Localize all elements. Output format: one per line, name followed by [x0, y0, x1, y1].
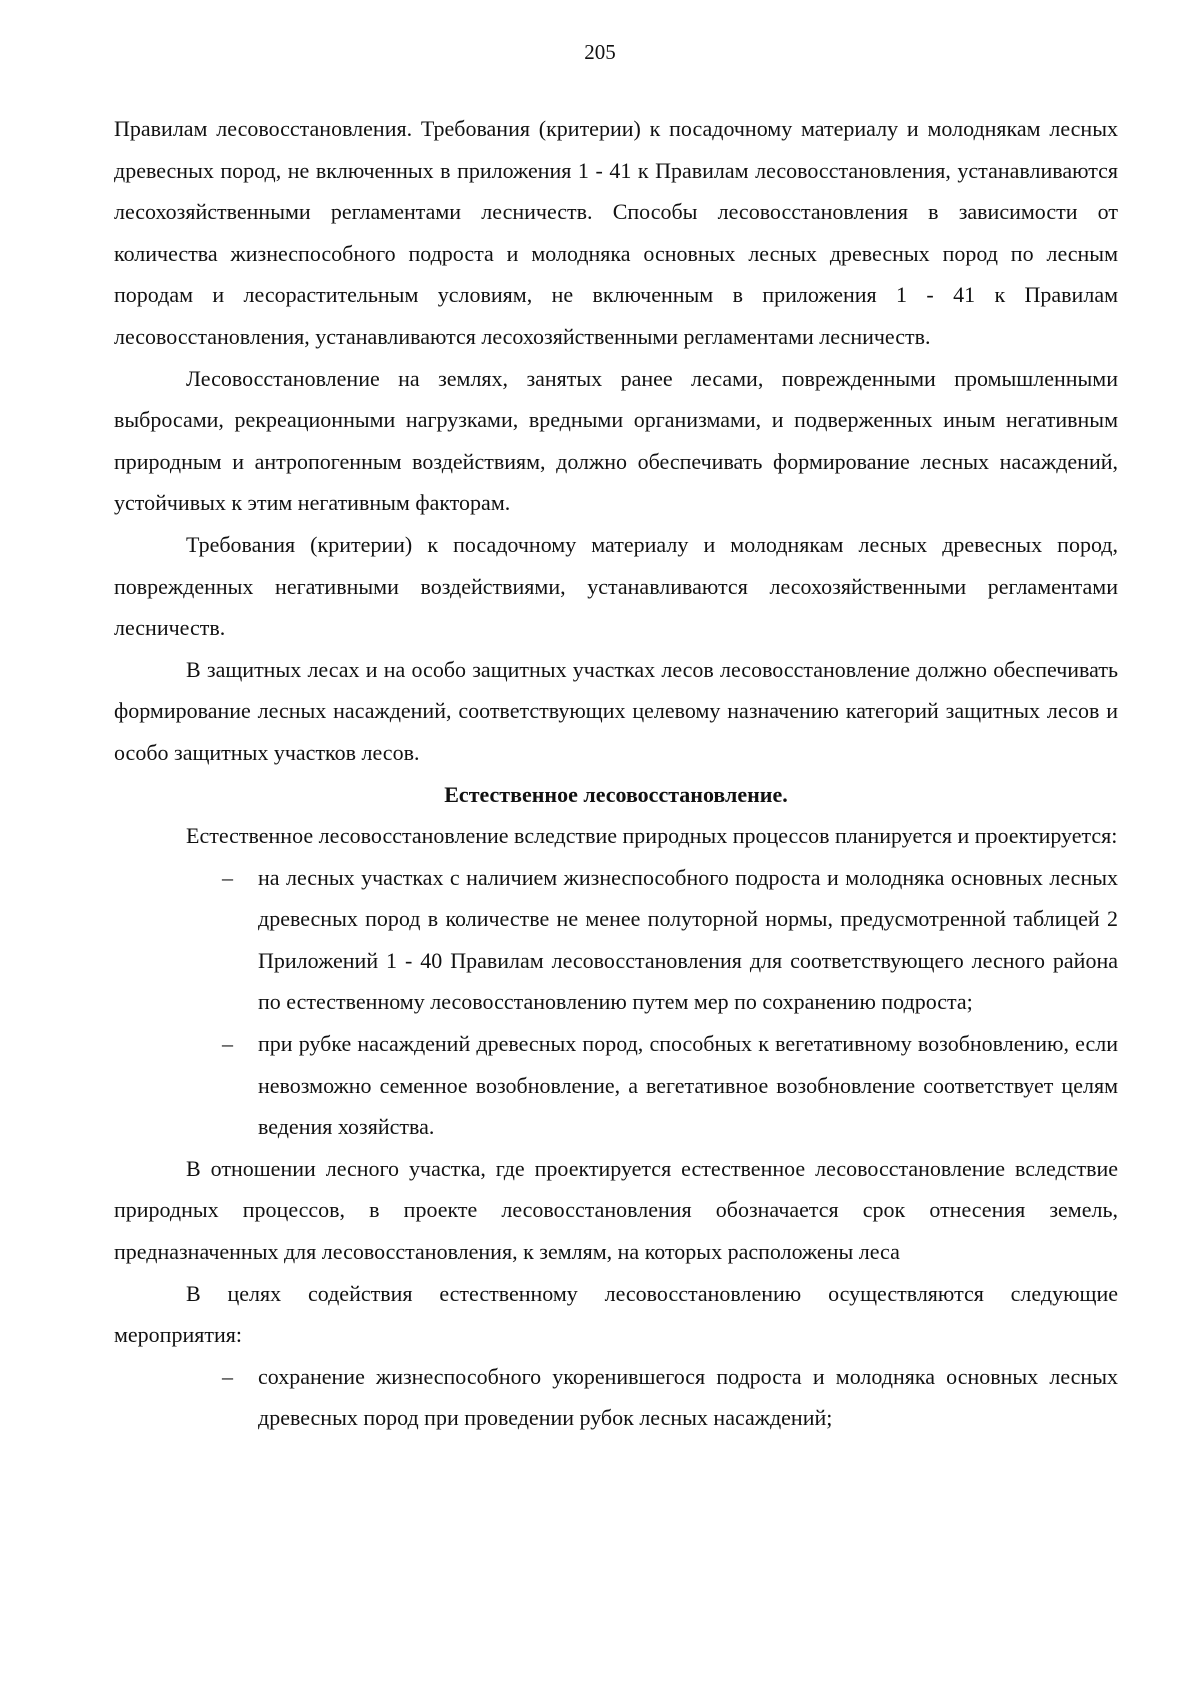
paragraph-damaged-lands: Лесовосстановление на землях, занятых ранее лесами, поврежденными промышленными выбросами, рекреационными нагрузками, вредными организмами, и подверженных иным негативным природным и антропогенным воздействиям, должно обеспечивать формирование лесных насаждений, устойчивых к этим негативным факторам. [114, 365, 1118, 516]
list-item [114, 857, 1118, 1023]
paragraph-planting-requirements: Требования (критерии) к посадочному материалу и молоднякам лесных древесных пород, поврежденных негативными воздействиями, устанавливаются лесохозяйственными регламентами лесничеств. [114, 531, 1118, 641]
page-number: 205 [584, 40, 616, 64]
paragraph-natural-intro: Естественное лесовосстановление вследствие природных процессов планируется и проектируется: [186, 823, 1118, 849]
list-dash: – [222, 1031, 233, 1057]
list-item [114, 1356, 1118, 1439]
paragraph-assistance-measures: В целях содействия естественному лесовосстановлению осуществляются следующие мероприятия: [114, 1280, 1118, 1348]
list-dash: – [222, 1363, 233, 1389]
paragraph-rules-continuation: Правилам лесовосстановления. Требования (критерии) к посадочному материалу и молоднякам лесных древесных пород, не включенных в приложения 1 - 41 к Правилам лесовосстановления, устанавливаются лесохозяйственными регламентами лесничеств. Способы лесовосстановления в зависимости от количества жизнеспособного подроста и молодняка основных лесных древесных пород по лесным породам и лесорастительным условиям, не включенным в приложения 1 - 41 к Правилам лесовосстановления, устанавливаются лесохозяйственными регламентами лесничеств. [114, 116, 1118, 349]
assistance-measures-list [114, 1356, 1118, 1439]
list-dash: – [222, 864, 233, 890]
list-item-text: сохранение жизнеспособного укоренившегося подроста и молодняка основных лесных древесных пород при проведении рубок лесных насаждений; [258, 1363, 1118, 1431]
paragraph-protective-forests: В защитных лесах и на особо защитных участках лесов лесовосстановление должно обеспечивать формирование лесных насаждений, соответствующих целевому назначению категорий защитных лесов и особо защитных участков лесов. [114, 656, 1118, 765]
natural-regeneration-list [114, 857, 1118, 1148]
list-item-text: на лесных участках с наличием жизнеспособного подроста и молодняка основных лесных древесных пород в количестве не менее полуторной нормы, предусмотренной таблицей 2 Приложений 1 - 40 Правилам лесовосстановления для соответствующего лесного района по естественному лесовосстановлению путем мер по сохранению подроста; [258, 864, 1118, 1015]
section-heading: Естественное лесовосстановление. [444, 781, 788, 807]
page-content [114, 108, 1118, 1439]
list-item [114, 1023, 1118, 1148]
paragraph-land-assignment: В отношении лесного участка, где проектируется естественное лесовосстановление вследствие природных процессов, в проекте лесовосстановления обозначается срок отнесения земель, предназначенных для лесовосстановления, к землям, на которых расположены леса [114, 1155, 1118, 1265]
list-item-text: при рубке насаждений древесных пород, способных к вегетативному возобновлению, если невозможно семенное возобновление, а вегетативное возобновление соответствует целям ведения хозяйства. [258, 1031, 1118, 1140]
